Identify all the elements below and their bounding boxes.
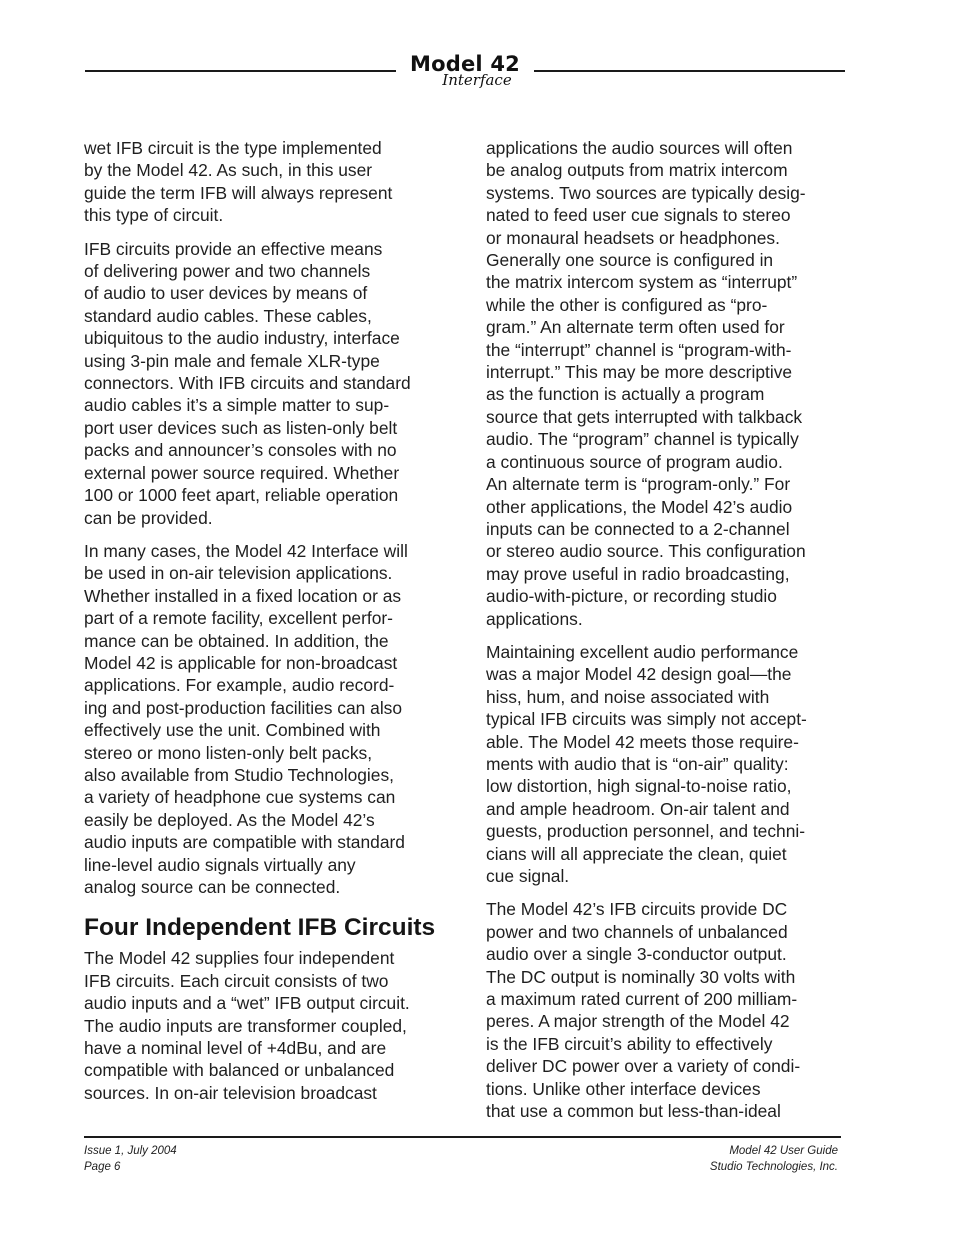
brand-subtitle: Interface xyxy=(442,71,512,89)
footer-right xyxy=(710,1144,838,1175)
left-column xyxy=(84,137,456,1115)
body-paragraph: applications the audio sources will often be analog outputs from matrix intercom systems. Two sources are typically desig- nated to feed user cue signals to stereo or monaural headsets or headphones. Generally one source is configured in the matrix intercom system as “interrupt” while the other is configured as “pro- gram.” An alternate term often used for the “interrupt” channel is “program-with- interrupt.” This may be more descriptive as the function is actually a program source that gets interrupted with talkback audio. The “program” channel is typically a continuous source of program audio. An alternate term is “program-only.” For other applications, the Model 42’s audio inputs can be connected to a 2-channel or stereo audio source. This configuration may prove useful in radio broadcasting, audio-with-picture, or recording studio applications. xyxy=(486,138,806,629)
body-paragraph: Maintaining excellent audio performance was a major Model 42 design goal—the hiss, hum, and noise associated with typical IFB circuits was simply not accept- able. The Model 42 meets those require- ments with audio that is “on-air” quality: low distortion, high signal-to-noise ratio, and ample headroom. On-air talent and guests, production personnel, and techni- cians will all appreciate the clean, quiet cue signal. xyxy=(486,641,807,886)
footer-company: Studio Technologies, Inc. xyxy=(709,1160,838,1173)
body-paragraph: IFB circuits provide an effective means of delivering power and two channels of audio to user devices by means of standard audio cables. These cables, ubiquitous to the audio industry, interface using 3-pin male and female XLR-type connectors. With IFB circuits and standard audio cables it’s a simple matter to sup- port user devices such as listen-only belt packs and announcer’s consoles with no external power source required. Whether 100 or 1000 feet apart, reliable operation can be provided. xyxy=(84,238,411,528)
body-paragraph: wet IFB circuit is the type implemented by the Model 42. As such, in this user guide the term IFB will always represent this type of circuit. xyxy=(84,138,393,226)
footer-page-number: Page 6 xyxy=(84,1160,121,1173)
body-paragraph: In many cases, the Model 42 Interface will be used in on-air television applications. Whether installed in a fixed location or as part of a remote facility, excellent perfor- mance can be obtained. In addition, the Model 42 is applicable for non-broadcast applications. For example, audio record- ing and post-production facilities can also effectively use the unit. Combined with stereo or mono listen-only belt packs, also available from Studio Technologies, a variety of headphone cue systems can easily be deployed. As the Model 42’s audio inputs are compatible with standard line-level audio signals virtually any analog source can be connected. xyxy=(84,540,408,897)
footer-guide-title: Model 42 User Guide xyxy=(729,1145,838,1157)
body-paragraph: The Model 42 supplies four independent IFB circuits. Each circuit consists of two audio inputs and a “wet” IFB output circuit. The audio inputs are transformer coupled, have a nominal level of +4dBu, and are compatible with balanced or unbalanced sources. In on-air television broadcast xyxy=(84,948,410,1103)
footer-rule xyxy=(84,1136,841,1138)
brand-title: Model 42 xyxy=(410,52,520,76)
right-column xyxy=(486,137,858,1133)
header-rule-right xyxy=(534,70,845,72)
section-heading: Four Independent IFB Circuits xyxy=(84,914,436,942)
footer-issue: Issue 1, July 2004 xyxy=(84,1145,177,1157)
body-paragraph: The Model 42’s IFB circuits provide DC power and two channels of unbalanced audio over a single 3-conductor output. The DC output is nominally 30 volts with a maximum rated current of 200 milliam- peres. A major strength of the Model 42 is the IFB circuit’s ability to effectively deliver DC power over a variety of condi- tions. Unlike other interface devices that use a common but less-than-ideal xyxy=(486,899,801,1122)
header-rule-left xyxy=(85,70,396,72)
footer-left xyxy=(84,1144,177,1175)
brand-logo xyxy=(396,52,534,87)
